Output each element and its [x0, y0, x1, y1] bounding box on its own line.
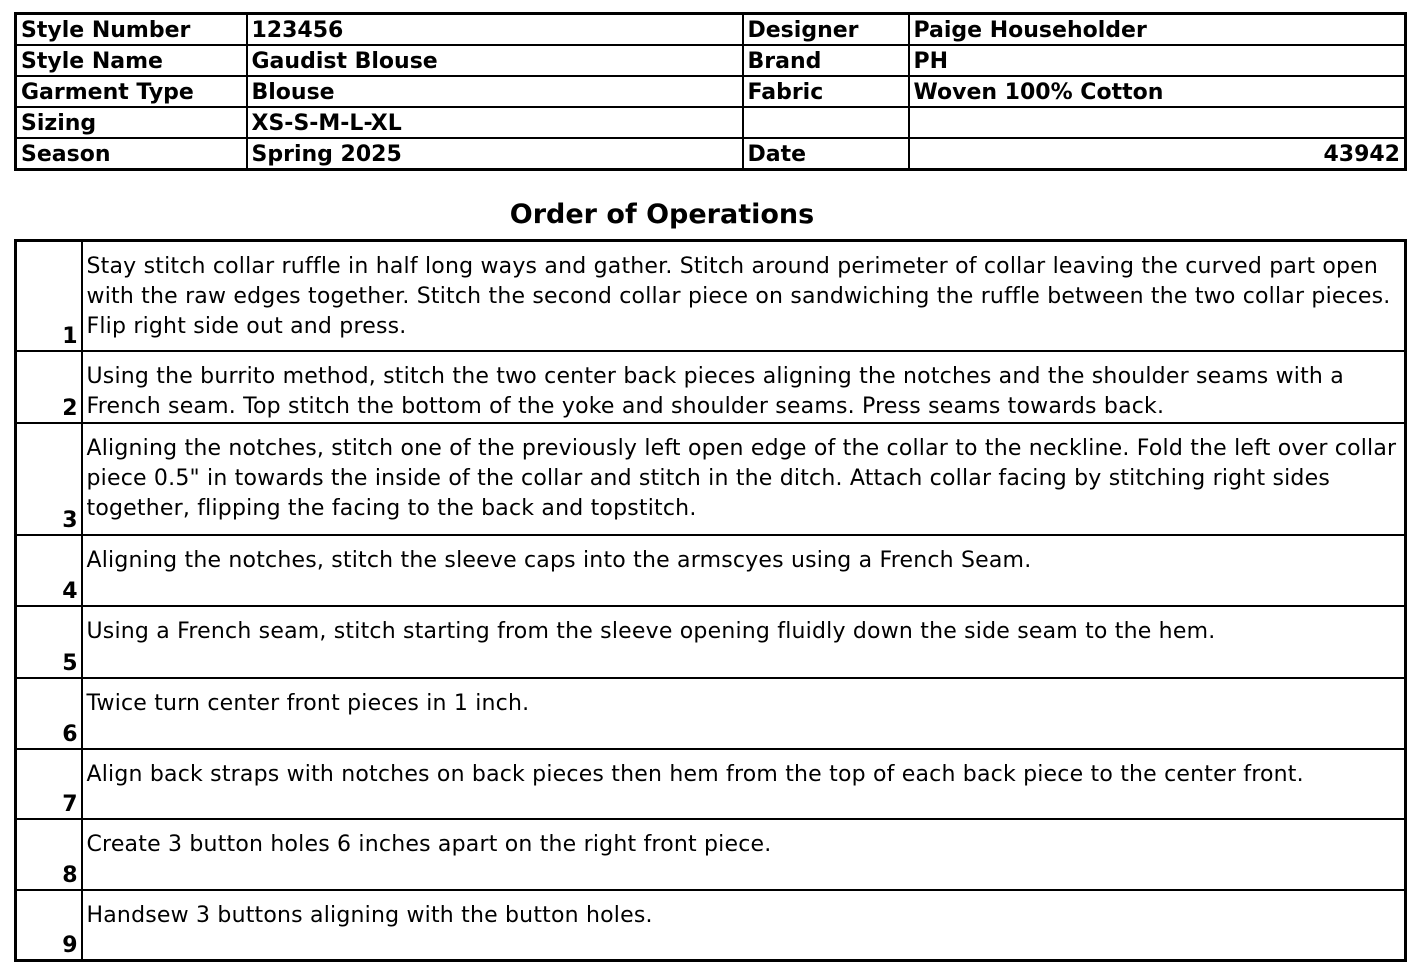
step-number: 9: [16, 890, 82, 961]
empty-label: [743, 107, 909, 138]
step-text: Aligning the notches, stitch one of the previously left open edge of the collar to the neckline. Fold the left over collar piece 0.5" in towards the inside of the collar and stitch in the ditch. Attach collar facing by stitching right sides together, flipping the facing to the back and topstitch.: [82, 423, 1406, 535]
sizing-value: XS-S-M-L-XL: [247, 107, 743, 138]
operations-table: [14, 239, 1407, 962]
step-text: Create 3 button holes 6 inches apart on the right front piece.: [82, 819, 1406, 890]
style-number-label: Style Number: [16, 14, 247, 46]
step-text: Handsew 3 buttons aligning with the button holes.: [82, 890, 1406, 961]
operation-row: [16, 606, 1406, 678]
operation-row: [16, 890, 1406, 961]
header-row: [16, 76, 1406, 107]
brand-value: PH: [909, 45, 1406, 76]
step-text: Using a French seam, stitch starting from the sleeve opening fluidly down the side seam to the hem.: [82, 606, 1406, 678]
style-number-value: 123456: [247, 14, 743, 46]
step-number: 6: [16, 678, 82, 749]
designer-value: Paige Householder: [909, 14, 1406, 46]
step-text: Stay stitch collar ruffle in half long ways and gather. Stitch around perimeter of collar leaving the curved part open with the raw edges together. Stitch the second collar piece on sandwiching the ruffle between the two collar pieces. Flip right side out and press.: [82, 241, 1406, 351]
designer-label: Designer: [743, 14, 909, 46]
operation-row: [16, 423, 1406, 535]
operation-row: [16, 351, 1406, 423]
section-title: Order of Operations: [509, 199, 815, 230]
step-text: Twice turn center front pieces in 1 inch.: [82, 678, 1406, 749]
season-label: Season: [16, 138, 247, 170]
step-text: Aligning the notches, stitch the sleeve caps into the armscyes using a French Seam.: [82, 535, 1406, 606]
header-row: [16, 45, 1406, 76]
step-number: 1: [16, 241, 82, 351]
date-label: Date: [743, 138, 909, 170]
operation-row: [16, 749, 1406, 819]
operation-row: [16, 535, 1406, 606]
date-value: 43942: [909, 138, 1406, 170]
style-name-label: Style Name: [16, 45, 247, 76]
step-number: 8: [16, 819, 82, 890]
step-text: Using the burrito method, stitch the two center back pieces aligning the notches and the shoulder seams with a French seam. Top stitch the bottom of the yoke and shoulder seams. Press seams towards back.: [82, 351, 1406, 423]
step-number: 2: [16, 351, 82, 423]
step-number: 5: [16, 606, 82, 678]
step-number: 4: [16, 535, 82, 606]
garment-type-label: Garment Type: [16, 76, 247, 107]
fabric-label: Fabric: [743, 76, 909, 107]
garment-type-value: Blouse: [247, 76, 743, 107]
sizing-label: Sizing: [16, 107, 247, 138]
style-info-table: [14, 12, 1407, 171]
season-value: Spring 2025: [247, 138, 743, 170]
operation-row: [16, 819, 1406, 890]
header-row: [16, 138, 1406, 170]
operation-row: [16, 678, 1406, 749]
fabric-value: Woven 100% Cotton: [909, 76, 1406, 107]
brand-label: Brand: [743, 45, 909, 76]
step-number: 3: [16, 423, 82, 535]
empty-value: [909, 107, 1406, 138]
header-row: [16, 107, 1406, 138]
style-name-value: Gaudist Blouse: [247, 45, 743, 76]
step-number: 7: [16, 749, 82, 819]
operation-row: [16, 241, 1406, 351]
step-text: Align back straps with notches on back pieces then hem from the top of each back piece to the center front.: [82, 749, 1406, 819]
header-row: [16, 14, 1406, 46]
